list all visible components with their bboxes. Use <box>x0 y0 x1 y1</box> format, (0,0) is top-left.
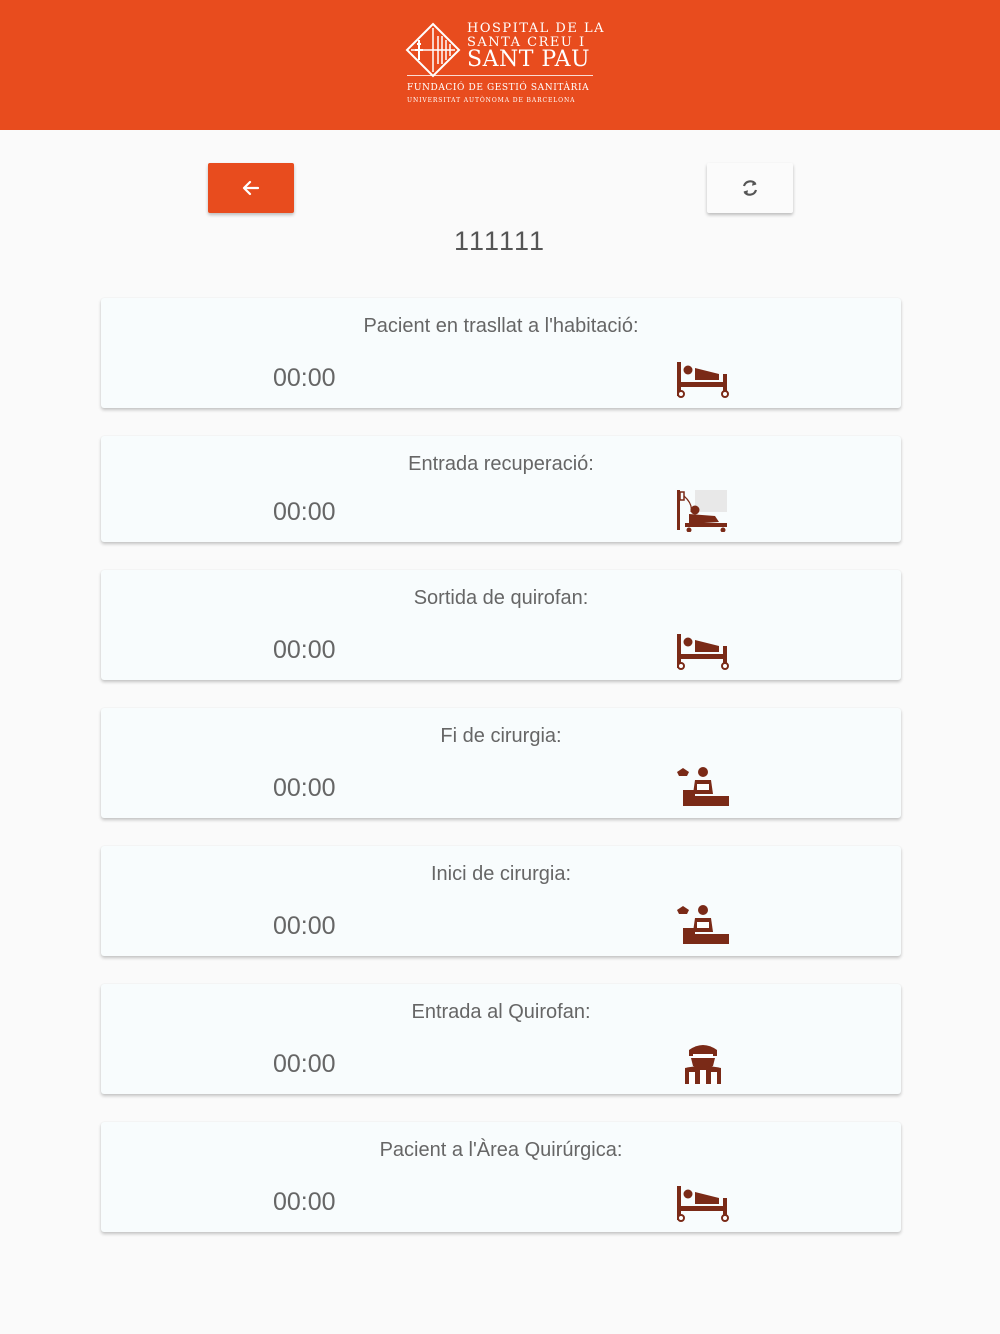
app-header <box>0 0 1000 130</box>
event-time: 00:00 <box>273 498 336 526</box>
bed-icon <box>675 628 731 670</box>
bed-icon <box>675 1180 731 1222</box>
event-title: Inici de cirurgia: <box>430 863 572 885</box>
event-card-surgery-start[interactable] <box>101 846 901 956</box>
event-time: 00:00 <box>273 774 336 802</box>
event-title: Sortida de quirofan: <box>413 587 589 609</box>
event-time: 00:00 <box>273 912 336 940</box>
event-card-surgical-area[interactable] <box>101 1122 901 1232</box>
event-title: Entrada al Quirofan: <box>411 1001 591 1023</box>
surgeon-icon <box>675 1038 731 1088</box>
recovery-bed-icon <box>675 490 731 532</box>
patient-id: 111111 <box>453 226 547 256</box>
event-time: 00:00 <box>273 1050 336 1078</box>
logo-text-line-1: HOSPITAL DE LA <box>467 21 605 36</box>
hospital-logo <box>405 20 605 110</box>
back-button[interactable] <box>208 163 294 213</box>
event-card-recovery-entry[interactable] <box>101 436 901 542</box>
logo-text-line-2: SANTA CREU I <box>467 35 586 50</box>
event-card-or-entry[interactable] <box>101 984 901 1094</box>
surgery-icon <box>675 902 731 948</box>
event-card-or-exit[interactable] <box>101 570 901 680</box>
sync-icon <box>739 177 761 199</box>
event-title: Pacient en trasllat a l'habitació: <box>363 315 639 337</box>
event-time: 00:00 <box>273 364 336 392</box>
event-time: 00:00 <box>273 636 336 664</box>
logo-text-line-5: UNIVERSITAT AUTÒNOMA DE BARCELONA <box>407 97 576 104</box>
event-card-surgery-end[interactable] <box>101 708 901 818</box>
event-title: Pacient a l'Àrea Quirúrgica: <box>379 1139 623 1161</box>
hospital-emblem-icon <box>405 22 461 78</box>
logo-divider <box>407 75 593 76</box>
refresh-button[interactable] <box>707 163 793 213</box>
bed-icon <box>675 356 731 398</box>
surgery-icon <box>675 764 731 810</box>
event-title: Entrada recuperació: <box>408 453 594 475</box>
arrow-left-icon <box>241 178 261 198</box>
logo-text-line-4: FUNDACIÓ DE GESTIÓ SANITÀRIA <box>407 83 590 93</box>
event-time: 00:00 <box>273 1188 336 1216</box>
logo-text-line-3: SANT PAU <box>467 47 591 72</box>
event-card-room-transfer[interactable] <box>101 298 901 408</box>
event-title: Fi de cirurgia: <box>440 725 562 747</box>
